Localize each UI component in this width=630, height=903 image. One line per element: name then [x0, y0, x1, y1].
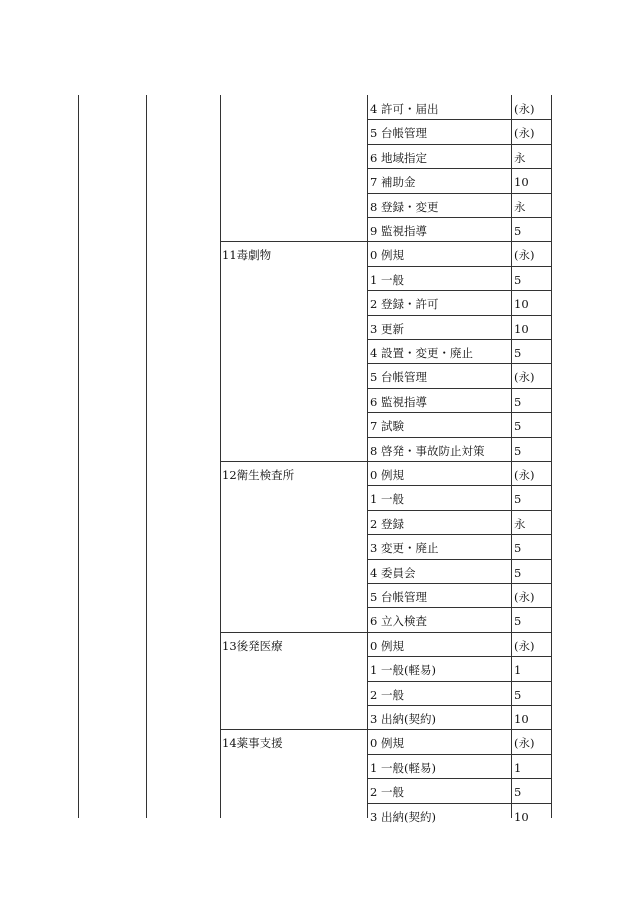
row-separator: [367, 290, 551, 291]
retention-period: (永): [514, 590, 535, 604]
row-separator: [367, 168, 551, 169]
category-cell: 11毒劇物: [222, 248, 272, 262]
row-separator: [367, 656, 551, 657]
row-separator: [367, 559, 551, 560]
item-label: 3 更新: [370, 322, 404, 336]
group-separator: [220, 632, 551, 633]
item-label: 8 啓発・事故防止対策: [370, 444, 485, 458]
retention-period: (永): [514, 248, 535, 262]
row-separator: [367, 388, 551, 389]
row-separator: [367, 266, 551, 267]
retention-period: 10: [514, 712, 529, 726]
item-label: 4 設置・変更・廃止: [370, 346, 473, 360]
retention-period: 1: [514, 663, 522, 677]
group-separator: [220, 241, 551, 242]
column-border-4: [511, 95, 512, 818]
item-label: 3 出納(契約): [370, 712, 436, 726]
retention-period: (永): [514, 102, 535, 116]
item-label: 3 出納(契約): [370, 810, 436, 824]
item-label: 2 一般: [370, 688, 404, 702]
item-label: 1 一般: [370, 492, 404, 506]
row-separator: [367, 510, 551, 511]
row-separator: [367, 803, 551, 804]
retention-period: 5: [514, 273, 522, 287]
retention-period: 永: [514, 517, 526, 531]
retention-period: 5: [514, 541, 522, 555]
retention-period: (永): [514, 126, 535, 140]
retention-period: 5: [514, 614, 522, 628]
retention-period: 5: [514, 492, 522, 506]
column-border-3: [367, 95, 368, 818]
item-label: 2 登録・許可: [370, 297, 439, 311]
column-border-0: [78, 95, 79, 818]
row-separator: [367, 607, 551, 608]
row-separator: [367, 315, 551, 316]
item-label: 0 例規: [370, 248, 404, 262]
item-label: 1 一般(軽易): [370, 761, 436, 775]
group-separator: [220, 461, 551, 462]
retention-period: (永): [514, 639, 535, 653]
category-cell: 13後発医療: [222, 639, 283, 653]
row-separator: [367, 437, 551, 438]
row-separator: [367, 681, 551, 682]
retention-period: 5: [514, 444, 522, 458]
category-cell: 12衛生検査所: [222, 468, 295, 482]
item-label: 4 許可・届出: [370, 102, 439, 116]
category-cell: 14薬事支援: [222, 736, 283, 750]
row-separator: [367, 705, 551, 706]
retention-period: (永): [514, 468, 535, 482]
item-label: 3 変更・廃止: [370, 541, 439, 555]
row-separator: [367, 144, 551, 145]
item-label: 6 地域指定: [370, 151, 427, 165]
item-label: 4 委員会: [370, 566, 416, 580]
item-label: 7 試験: [370, 419, 404, 433]
column-border-2: [220, 95, 221, 818]
item-label: 2 一般: [370, 785, 404, 799]
row-separator: [367, 778, 551, 779]
item-label: 5 台帳管理: [370, 126, 427, 140]
retention-period: 5: [514, 419, 522, 433]
item-label: 2 登録: [370, 517, 404, 531]
retention-period: 10: [514, 297, 529, 311]
column-border-5: [551, 95, 552, 818]
retention-period: 5: [514, 566, 522, 580]
item-label: 5 台帳管理: [370, 370, 427, 384]
item-label: 5 台帳管理: [370, 590, 427, 604]
retention-period: 5: [514, 395, 522, 409]
item-label: 1 一般: [370, 273, 404, 287]
item-label: 1 一般(軽易): [370, 663, 436, 677]
row-separator: [367, 217, 551, 218]
row-separator: [367, 119, 551, 120]
row-separator: [367, 193, 551, 194]
row-separator: [367, 534, 551, 535]
column-border-1: [146, 95, 147, 818]
retention-period: 10: [514, 810, 529, 824]
row-separator: [367, 339, 551, 340]
retention-period: 永: [514, 151, 526, 165]
item-label: 6 立入検査: [370, 614, 427, 628]
retention-period: 5: [514, 346, 522, 360]
retention-period: (永): [514, 736, 535, 750]
item-label: 7 補助金: [370, 175, 416, 189]
row-separator: [367, 754, 551, 755]
retention-period: 5: [514, 688, 522, 702]
item-label: 0 例規: [370, 468, 404, 482]
item-label: 6 監視指導: [370, 395, 427, 409]
row-separator: [367, 363, 551, 364]
retention-period: 永: [514, 200, 526, 214]
retention-period: (永): [514, 370, 535, 384]
retention-period: 5: [514, 224, 522, 238]
row-separator: [367, 412, 551, 413]
group-separator: [220, 729, 551, 730]
retention-period: 10: [514, 175, 529, 189]
item-label: 0 例規: [370, 639, 404, 653]
item-label: 9 監視指導: [370, 224, 427, 238]
row-separator: [367, 583, 551, 584]
retention-period: 10: [514, 322, 529, 336]
item-label: 0 例規: [370, 736, 404, 750]
retention-period: 5: [514, 785, 522, 799]
row-separator: [367, 485, 551, 486]
item-label: 8 登録・変更: [370, 200, 439, 214]
retention-period: 1: [514, 761, 522, 775]
